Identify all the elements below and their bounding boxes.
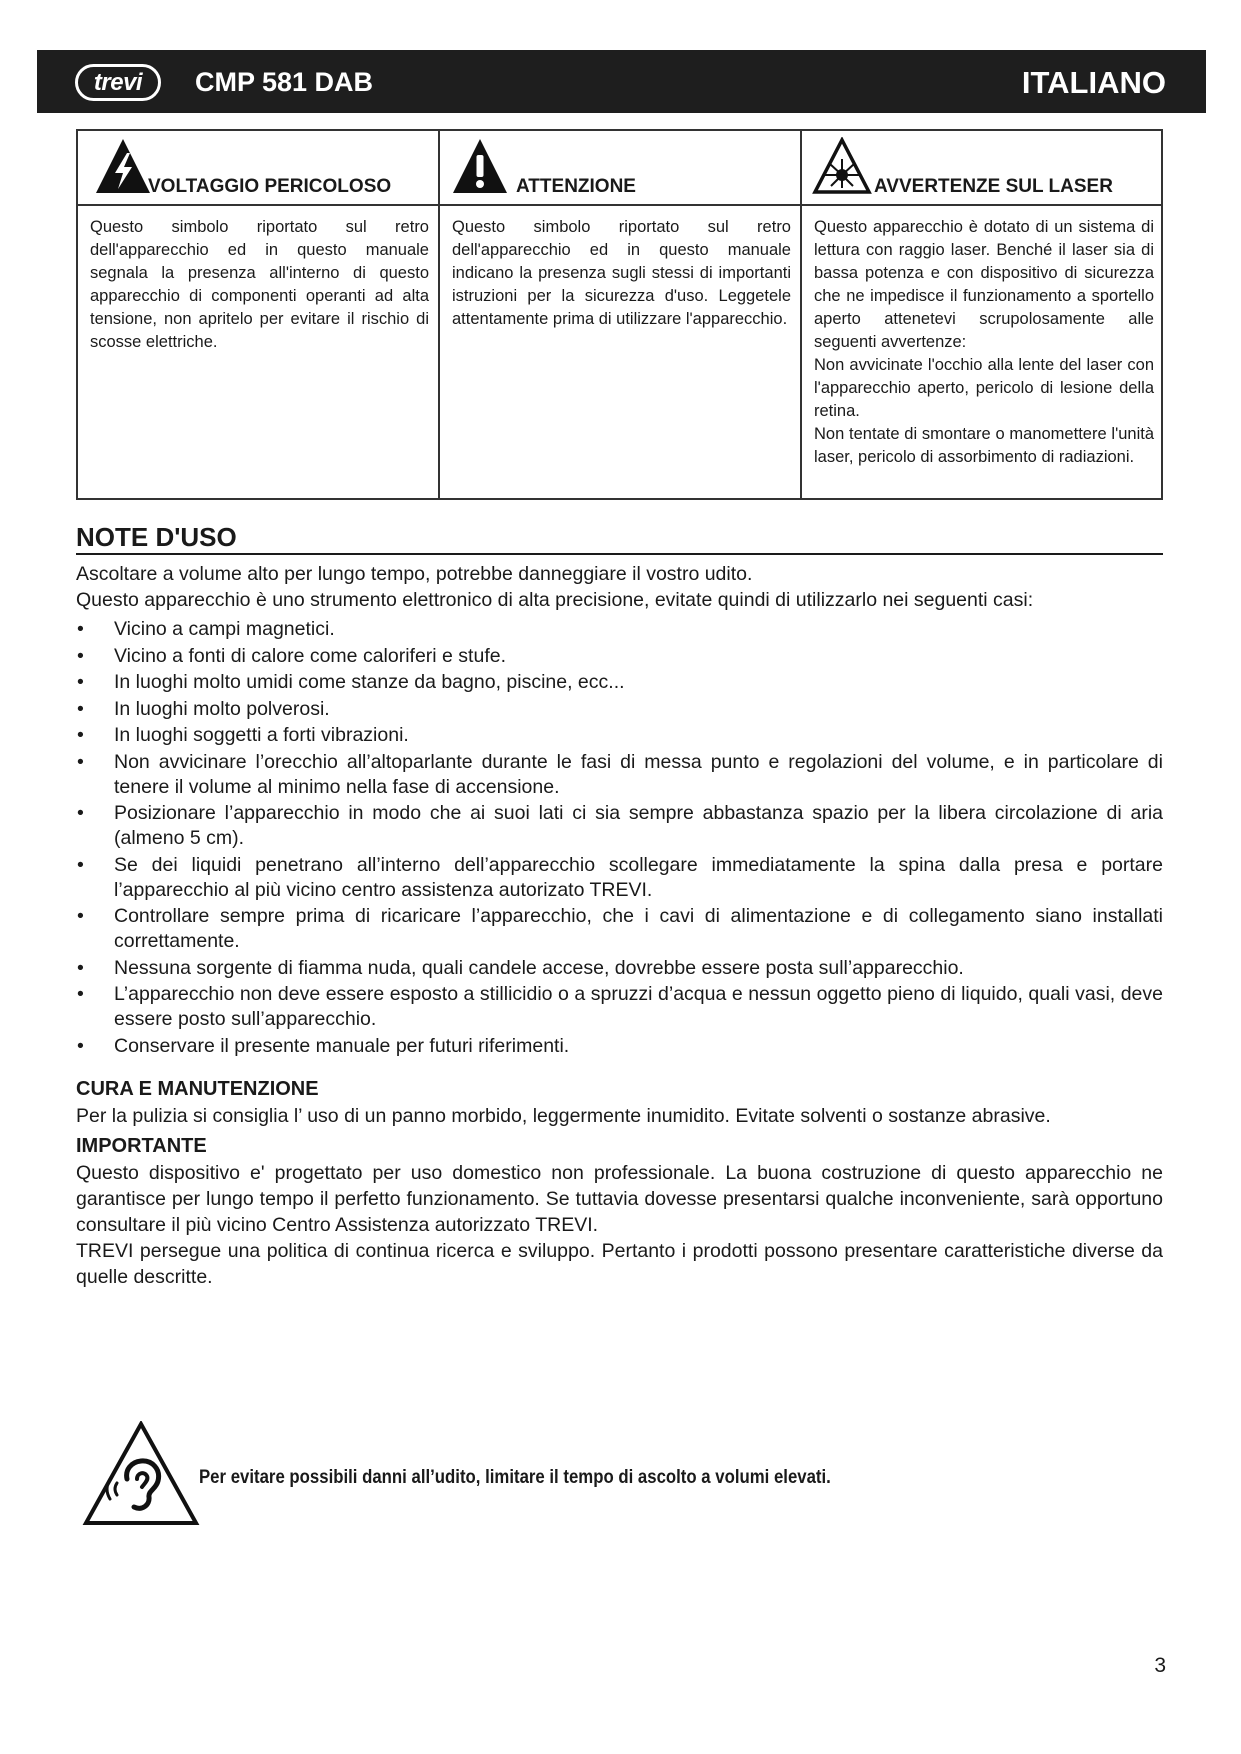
warning-laser (802, 131, 1163, 498)
warning-attention-text: Questo simbolo riportato sul retro dell'apparecchio ed in questo manuale indicano la presenza sugli stessi di importanti istruzioni per la sicurezza d'uso. Leggetele attentamente prima di utilizzare l'apparecchio. (452, 218, 791, 328)
important-text-usage: Questo dispositivo e' progettato per uso domestico non professionale. La buona costruzione di questo apparecchio ne garantisce per lungo tempo il perfetto funzionamento. Se tuttavia dovesse presentarsi qualche inconveniente, sarà opportuno consultare il più vicino Centro Assistenza autorizzato TREVI. (76, 1162, 1163, 1236)
care-text: Per la pulizia si consiglia l’ uso di un panno morbido, leggermente inumidito. Evitate solventi o sostanze abrasive. (76, 1105, 1051, 1127)
hearing-warning-text: Per evitare possibili danni all’udito, limitare il tempo di ascolto a volumi elevati. (199, 1466, 831, 1488)
important-text-policy: TREVI persegue una politica di continua ricerca e sviluppo. Pertanto i prodotti possono presentare caratteristiche diverse da quelle descritte. (76, 1240, 1163, 1288)
warning-attention-header (440, 131, 800, 206)
warning-laser-text-unit: Non tentate di smontare o manomettere l'unità laser, pericolo di assorbimento di radiazioni. (814, 425, 1154, 466)
lightning-triangle-icon (94, 137, 152, 195)
model-title: CMP 581 DAB (195, 67, 374, 97)
warning-attention-title: ATTENZIONE (516, 176, 636, 197)
exclamation-triangle-icon (451, 137, 509, 195)
important-title: IMPORTANTE (76, 1135, 207, 1157)
list-item: • Vicino a fonti di calore come caloriferi e stufe. (76, 644, 1163, 669)
laser-triangle-icon (812, 137, 872, 195)
warning-laser-text-eye: Non avvicinate l'occhio alla lente del laser con l'apparecchio aperto, pericolo di lesione della retina. (814, 356, 1154, 420)
language-title: ITALIANO (1021, 65, 1166, 100)
list-item: • In luoghi soggetti a forti vibrazioni. (76, 723, 1163, 748)
page-number: 3 (1154, 1654, 1166, 1677)
header-bar (37, 50, 1206, 113)
warning-laser-title: AVVERTENZE SUL LASER (874, 176, 1113, 197)
list-item: • Nessuna sorgente di fiamma nuda, quali candele accese, dovrebbe essere posta sull’apparecchio. (76, 956, 1163, 981)
notes-list (76, 617, 1163, 1060)
list-item: • Non avvicinare l’orecchio all’altoparlante durante le fasi di messa punto e regolazioni del volume, e in particolare di tenere il volume al minimo nella fase di accensione. (76, 750, 1163, 800)
warning-attention (440, 131, 802, 498)
warning-laser-text: Questo apparecchio è dotato di un sistema di lettura con raggio laser. Benché il laser sia di bassa potenza e con dispositivo di sicurezza che ne impedisce il funzionamento a sportello aperto attenetevi scrupolosamente alle seguenti avvertenze: (814, 218, 1154, 351)
list-item: • L’apparecchio non deve essere esposto a stillicidio o a spruzzi d’acqua e nessun oggetto pieno di liquido, quali vasi, deve essere posto sull’apparecchio. (76, 982, 1163, 1032)
list-item: • In luoghi molto umidi come stanze da bagno, piscine, ecc... (76, 670, 1163, 695)
notes-intro-precision: Questo apparecchio è uno strumento elettronico di alta precisione, evitate quindi di utilizzarlo nei seguenti casi: (76, 589, 1034, 611)
list-item: • Conservare il presente manuale per futuri riferimenti. (76, 1034, 1163, 1059)
hearing-warning-icon (82, 1421, 200, 1527)
list-item: • In luoghi molto polverosi. (76, 697, 1163, 722)
notes-title: NOTE D'USO (76, 522, 1163, 555)
warning-voltage-title: VOLTAGGIO PERICOLOSO (148, 176, 392, 197)
list-item: • Controllare sempre prima di ricaricare l’apparecchio, che i cavi di alimentazione e di collegamento siano installati correttamente. (76, 904, 1163, 954)
warning-voltage-text: Questo simbolo riportato sul retro dell'apparecchio ed in questo manuale segnala la presenza all'interno di questo apparecchio di componenti operanti ad alta tensione, non apritelo per evitare il rischio di scosse elettriche. (90, 218, 429, 351)
warning-laser-header (802, 131, 1163, 206)
warning-voltage (78, 131, 440, 498)
warning-table (76, 129, 1163, 500)
care-title: CURA E MANUTENZIONE (76, 1078, 319, 1100)
list-item: • Se dei liquidi penetrano all’interno dell’apparecchio scollegare immediatamente la spina dalla presa e portare l’apparecchio al più vicino centro assistenza autorizato TREVI. (76, 853, 1163, 903)
list-item: • Posizionare l’apparecchio in modo che ai suoi lati ci sia sempre abbastanza spazio per la libera circolazione di aria (almeno 5 cm). (76, 801, 1163, 851)
notes-intro-volume: Ascoltare a volume alto per lungo tempo, potrebbe danneggiare il vostro udito. (76, 563, 753, 585)
warning-voltage-header (78, 131, 438, 206)
list-item: • Vicino a campi magnetici. (76, 617, 1163, 642)
trevi-logo: trevi (75, 64, 161, 101)
